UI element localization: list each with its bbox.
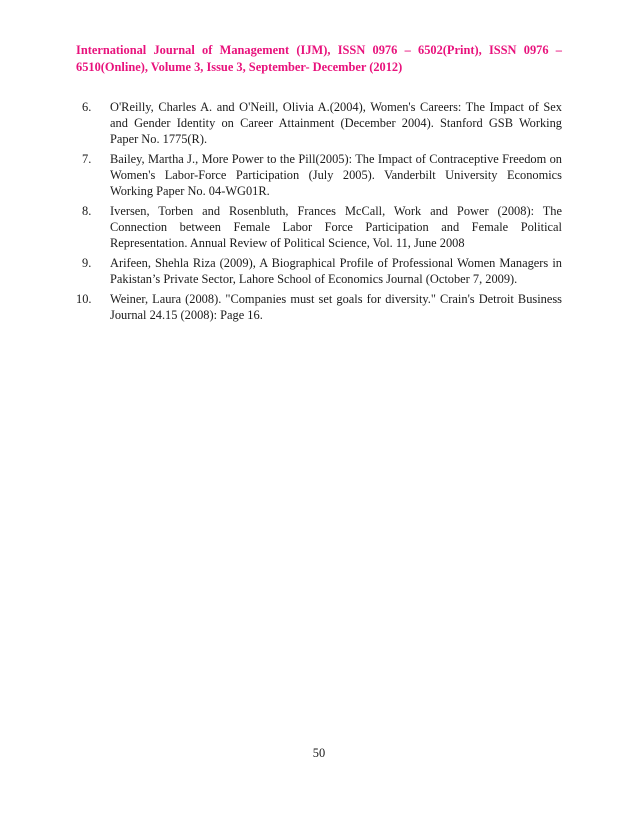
reference-text: Iversen, Torben and Rosenbluth, Frances McCall, Work and Power (2008): The Connection between Female Labor Force Participation and Female Political Representation. Annual Review of Political Science, Vol. 11, June 2008 <box>110 204 562 250</box>
reference-list <box>76 99 562 327</box>
reference-number: 7. <box>82 152 92 166</box>
reference-number: 6. <box>82 100 92 114</box>
reference-item <box>76 151 562 199</box>
reference-text: Bailey, Martha J., More Power to the Pill(2005): The Impact of Contraceptive Freedom on Women's Labor-Force Participation (July 2005). Vanderbilt University Economics Working Paper No. 04-WG01R. <box>110 152 562 198</box>
reference-number: 8. <box>82 204 92 218</box>
reference-number: 10. <box>76 292 92 306</box>
reference-item <box>76 203 562 251</box>
reference-item <box>76 291 562 323</box>
journal-citation: International Journal of Management (IJM), ISSN 0976 – 6502(Print), ISSN 0976 – 6510(Online), Volume 3, Issue 3, September- December (2012) <box>76 43 562 74</box>
page-number: 50 <box>312 746 326 760</box>
reference-text: Arifeen, Shehla Riza (2009), A Biographical Profile of Professional Women Managers in Pakistan’s Private Sector, Lahore School of Economics Journal (October 7, 2009). <box>110 256 562 286</box>
reference-item <box>76 99 562 147</box>
reference-number: 9. <box>82 256 92 270</box>
reference-text: Weiner, Laura (2008). "Companies must set goals for diversity." Crain's Detroit Business Journal 24.15 (2008): Page 16. <box>110 292 562 322</box>
reference-item <box>76 255 562 287</box>
journal-header <box>76 42 562 76</box>
reference-text: O'Reilly, Charles A. and O'Neill, Olivia A.(2004), Women's Careers: The Impact of Sex and Gender Identity on Career Attainment (December 2004). Stanford GSB Working Paper No. 1775(R). <box>110 100 562 146</box>
